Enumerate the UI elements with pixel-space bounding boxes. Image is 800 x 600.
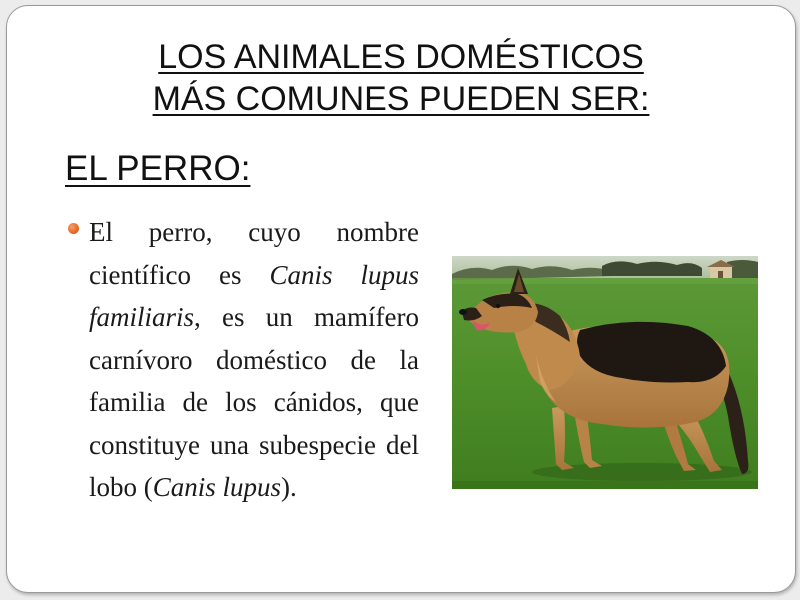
bullet-icon [68,223,79,234]
slide [6,5,796,593]
dog-photo [452,256,758,489]
section-heading: EL PERRO: [65,149,251,188]
slide-title [7,36,795,120]
title-line-1: LOS ANIMALES DOMÉSTICOS [158,38,644,76]
title-line-2: MÁS COMUNES PUEDEN SER: [152,80,650,118]
bullet-text-part-1: El perro, cuyo nombre científico es [89,217,419,290]
scientific-name-full: Canis lupus familiaris [89,259,419,332]
german-shepherd-image [452,256,758,489]
bullet-text [89,211,419,509]
bullet-text-part-3: ). [281,472,297,502]
scientific-name-wolf: Canis lupus [152,472,282,502]
bullet-text-part-2: , es un mamífero carnívoro doméstico de la familia de los cánidos, que constituye una subespecie del lobo ( [89,302,419,502]
